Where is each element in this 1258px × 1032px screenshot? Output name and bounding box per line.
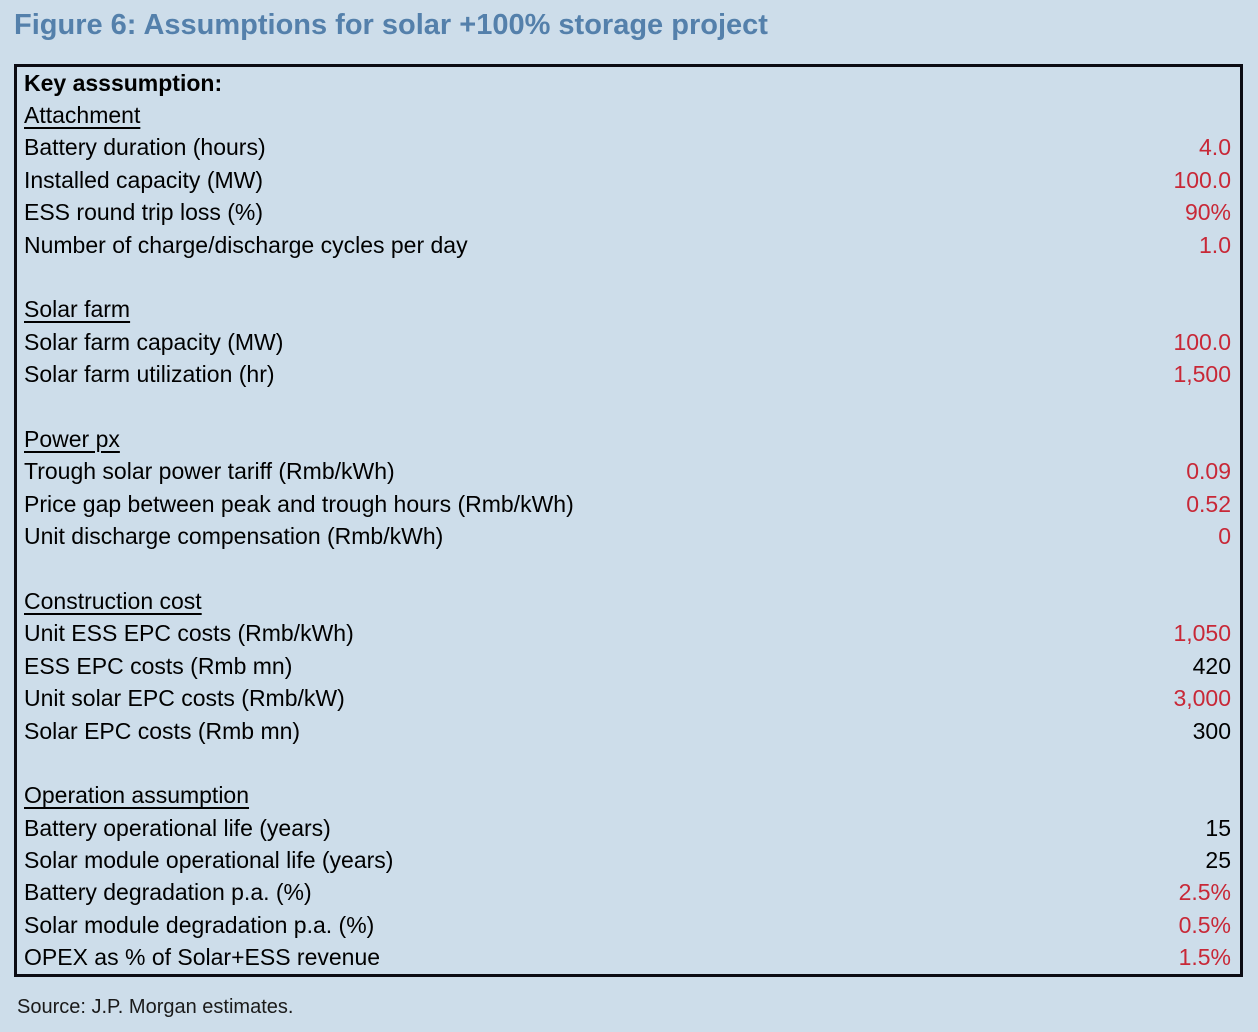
row-value: 0.09 bbox=[1186, 458, 1231, 485]
row-value: 1,500 bbox=[1173, 361, 1231, 388]
row-label: Unit discharge compensation (Rmb/kWh) bbox=[24, 523, 444, 550]
row-value: 3,000 bbox=[1173, 685, 1231, 712]
row-value: 0.52 bbox=[1186, 490, 1231, 517]
row-value: 4.0 bbox=[1199, 134, 1231, 161]
table-row bbox=[17, 164, 1240, 196]
row-value: 2.5% bbox=[1178, 879, 1231, 906]
table-header-row bbox=[17, 67, 1240, 99]
row-label bbox=[24, 752, 30, 775]
row-label: Solar farm bbox=[24, 296, 131, 323]
row-value: 1.5% bbox=[1178, 944, 1231, 971]
row-value: 1.0 bbox=[1199, 231, 1231, 258]
section-header-row bbox=[17, 423, 1240, 455]
row-label: Trough solar power tariff (Rmb/kWh) bbox=[24, 458, 395, 485]
row-label: Key asssumption: bbox=[24, 69, 223, 96]
figure-title: Figure 6: Assumptions for solar +100% storage project bbox=[14, 9, 768, 41]
row-value: 15 bbox=[1205, 814, 1231, 841]
table-row bbox=[17, 650, 1240, 682]
table-row bbox=[17, 229, 1240, 261]
row-value: 100.0 bbox=[1173, 166, 1231, 193]
row-label bbox=[24, 558, 30, 581]
row-label: ESS round trip loss (%) bbox=[24, 199, 264, 226]
row-label: Operation assumption bbox=[24, 782, 250, 809]
row-label bbox=[24, 396, 30, 419]
table-row bbox=[17, 326, 1240, 358]
table-row bbox=[17, 488, 1240, 520]
row-label: Solar module operational life (years) bbox=[24, 847, 394, 874]
row-value: 0 bbox=[1218, 523, 1231, 550]
table-row bbox=[17, 682, 1240, 714]
row-label: ESS EPC costs (Rmb mn) bbox=[24, 652, 293, 679]
row-label: Solar farm capacity (MW) bbox=[24, 328, 284, 355]
spacer-row bbox=[17, 553, 1240, 585]
table-row bbox=[17, 456, 1240, 488]
table-row bbox=[17, 359, 1240, 391]
table-row bbox=[17, 942, 1240, 974]
row-value: 1,050 bbox=[1173, 620, 1231, 647]
table-row bbox=[17, 844, 1240, 876]
row-value: 0.5% bbox=[1178, 911, 1231, 938]
table-row bbox=[17, 618, 1240, 650]
row-label bbox=[24, 266, 30, 289]
assumptions-table bbox=[14, 64, 1243, 977]
spacer-row bbox=[17, 391, 1240, 423]
table-row bbox=[17, 909, 1240, 941]
row-label: Installed capacity (MW) bbox=[24, 166, 264, 193]
section-header-row bbox=[17, 294, 1240, 326]
table-row bbox=[17, 132, 1240, 164]
row-label: Solar module degradation p.a. (%) bbox=[24, 911, 375, 938]
row-label: Battery duration (hours) bbox=[24, 134, 266, 161]
row-label: Unit ESS EPC costs (Rmb/kWh) bbox=[24, 620, 354, 647]
row-label: Number of charge/discharge cycles per day bbox=[24, 231, 468, 258]
row-label: Price gap between peak and trough hours (Rmb/kWh) bbox=[24, 490, 574, 517]
row-label: OPEX as % of Solar+ESS revenue bbox=[24, 944, 381, 971]
row-value: 300 bbox=[1192, 717, 1231, 744]
spacer-row bbox=[17, 261, 1240, 293]
section-header-row bbox=[17, 585, 1240, 617]
spacer-row bbox=[17, 747, 1240, 779]
table-row bbox=[17, 877, 1240, 909]
table-row bbox=[17, 197, 1240, 229]
table-row bbox=[17, 812, 1240, 844]
row-value: 420 bbox=[1192, 652, 1231, 679]
row-label: Solar farm utilization (hr) bbox=[24, 361, 275, 388]
row-label: Solar EPC costs (Rmb mn) bbox=[24, 717, 301, 744]
row-value: 25 bbox=[1205, 847, 1231, 874]
row-value: 90% bbox=[1184, 199, 1231, 226]
table-row bbox=[17, 520, 1240, 552]
row-label: Unit solar EPC costs (Rmb/kW) bbox=[24, 685, 345, 712]
source-note: Source: J.P. Morgan estimates. bbox=[17, 996, 294, 1018]
row-label: Construction cost bbox=[24, 587, 202, 614]
section-header-row bbox=[17, 99, 1240, 131]
section-header-row bbox=[17, 780, 1240, 812]
row-value: 100.0 bbox=[1173, 328, 1231, 355]
row-label: Power px bbox=[24, 425, 120, 452]
table-row bbox=[17, 715, 1240, 747]
row-label: Battery degradation p.a. (%) bbox=[24, 879, 312, 906]
row-label: Battery operational life (years) bbox=[24, 814, 331, 841]
row-label: Attachment bbox=[24, 102, 141, 129]
